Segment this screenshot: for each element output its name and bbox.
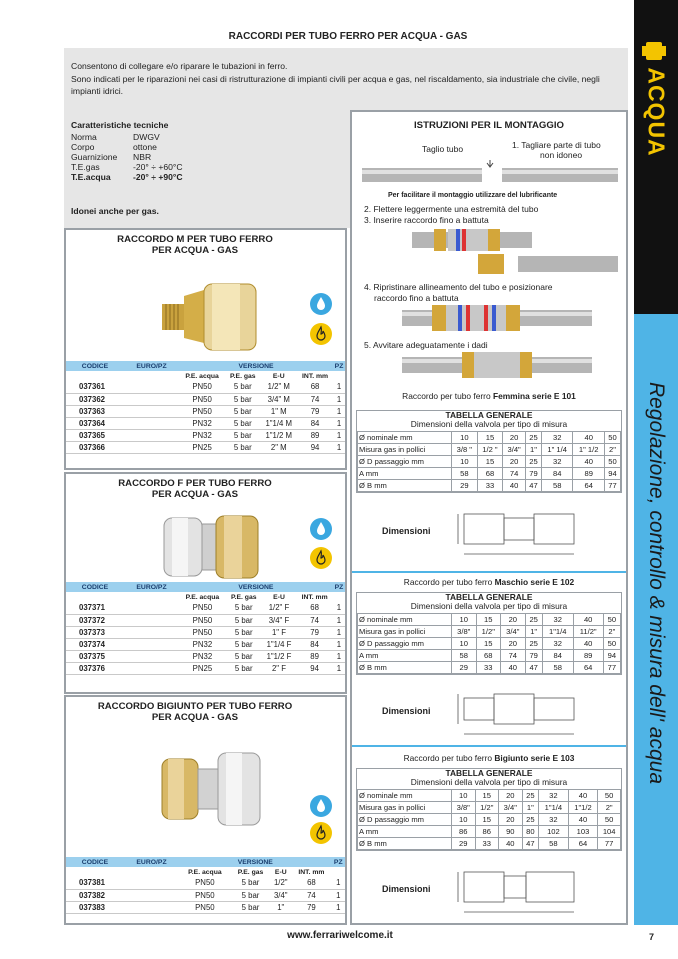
table-row: 037366 PN25 5 bar 2" M 94 1 xyxy=(66,441,345,453)
page-number: 7 xyxy=(649,932,655,942)
product-title xyxy=(70,701,320,723)
step1-pipe-illustration xyxy=(362,160,618,188)
table-row: 037376 PN25 5 bar 2" F 94 1 xyxy=(66,662,345,674)
fitting-male-image xyxy=(156,274,266,362)
product-title xyxy=(70,478,320,500)
table-row: 037361 PN50 5 bar 1/2" M 68 1 xyxy=(66,381,345,393)
general-table: TABELLA GENERALE Dimensioni della valvola per tipo di misura Ø nominale mm 10 15 20 25 32 40 50 Misura gas in pollici 3/8 " 1/2 " 3/4" 1" 1" 1/4 1" 1/2 2" Ø D passaggio mm 10 15 20 25 32 40 50 A mm 58 68 74 79 84 89 94 Ø B mm 29 33 40 47 58 64 77 xyxy=(356,410,622,493)
dimension-drawing-male xyxy=(454,688,594,740)
table-row: 037381 PN50 5 bar 1/2" 68 1 xyxy=(66,877,345,889)
specs-list xyxy=(71,132,183,182)
intro-text xyxy=(71,60,623,98)
col-pe-gas: P.E. gas xyxy=(225,371,260,381)
table-row: 037372 PN50 5 bar 3/4" F 74 1 xyxy=(66,614,345,626)
table-row: 037371 PN50 5 bar 1/2" F 68 1 xyxy=(66,602,345,614)
col-int: INT. mm xyxy=(297,371,333,381)
specs-note: Idonei anche per gas. xyxy=(71,206,159,216)
step4-pipe-illustration xyxy=(402,302,592,336)
category-label: ACQUA xyxy=(643,67,670,157)
general-table-subtitle: Dimensioni della valvola per tipo di misura xyxy=(410,601,568,611)
gas-flame-icon xyxy=(310,323,332,345)
fitting-bigiunto-image xyxy=(156,739,266,839)
general-table-title: TABELLA GENERALE xyxy=(445,410,533,420)
dimensions-label: Dimensioni xyxy=(382,884,431,894)
col-versione: VERSIONE xyxy=(179,361,333,371)
spec-key: Guarnizione xyxy=(71,152,118,162)
spec-value: NBR xyxy=(133,152,152,162)
gas-flame-icon xyxy=(310,822,332,844)
general-table-title: TABELLA GENERALE xyxy=(445,768,533,778)
col-euro: EURO/PZ xyxy=(124,361,179,371)
general-table: TABELLA GENERALE Dimensioni della valvola per tipo di misura Ø nominale mm 10 15 20 25 32 40 50 Misura gas in pollici 3/8" 1/2" 3/4" 1" 1"1/4 1"1/2 2" Ø D passaggio mm 10 15 20 25 32 40 50 A mm 86 86 90 80 102 103 104 Ø B mm 29 33 40 47 58 64 77 xyxy=(356,768,622,851)
dim-caption: Raccordo per tubo ferro Maschio serie E 102 xyxy=(403,577,575,587)
dimensions-label: Dimensioni xyxy=(382,526,431,536)
table-row: 037362 PN50 5 bar 3/4" M 74 1 xyxy=(66,393,345,405)
spec-value: -20° ÷ +60°C xyxy=(133,162,183,172)
dimension-drawing-bigiunto xyxy=(454,864,594,920)
water-icon xyxy=(310,518,332,540)
table-row: 037364 PN32 5 bar 1"1/4 M 84 1 xyxy=(66,417,345,429)
specs-title: Caratteristiche tecniche xyxy=(71,120,169,130)
instructions-panel xyxy=(350,110,628,925)
fitting-female-image xyxy=(156,508,266,586)
col-eu: E-U xyxy=(260,371,297,381)
fitting-category-icon xyxy=(640,38,668,64)
gas-flame-icon xyxy=(310,547,332,569)
table-row: 037373 PN50 5 bar 1" F 79 1 xyxy=(66,626,345,638)
category-sidebar xyxy=(634,0,678,959)
footer-url[interactable]: www.ferrariwelcome.it xyxy=(287,930,393,941)
spec-key: T.E.gas xyxy=(71,162,100,172)
product-table: CODICE EURO/PZ VERSIONE PZ P.E. acqua P.E. gas E-U INT. mm 037381 PN50 5 bar 1/2" 68 1 037382 PN50 5 bar 3/4" 74 1 037383 PN50 5 bar 1" 79 1 xyxy=(66,857,345,914)
product-title-line1: RACCORDO M PER TUBO FERRO xyxy=(117,234,273,245)
lubricant-note: Per facilitare il montaggio utilizzare del lubrificante xyxy=(388,192,558,199)
step-2: 2. Flettere leggermente una estremità del tubo xyxy=(364,204,539,214)
table-row: 037375 PN32 5 bar 1"1/2 F 89 1 xyxy=(66,650,345,662)
product-title-line1: RACCORDO BIGIUNTO PER TUBO FERRO xyxy=(97,701,293,712)
product-card-f xyxy=(64,472,347,694)
step5-pipe-illustration xyxy=(402,350,592,380)
water-icon xyxy=(310,293,332,315)
table-row: 037363 PN50 5 bar 1" M 79 1 xyxy=(66,405,345,417)
product-title-line2: PER ACQUA - GAS xyxy=(151,489,239,500)
spec-value: ottone xyxy=(133,142,157,152)
col-codice: CODICE xyxy=(66,361,124,371)
product-card-m xyxy=(64,228,347,470)
step-1b: non idoneo xyxy=(540,150,583,160)
table-row: 037383 PN50 5 bar 1" 79 1 xyxy=(66,901,345,913)
spec-key: Norma xyxy=(71,132,97,142)
step-4: 4. Ripristinare allineamento del tubo e posizionare xyxy=(364,282,553,292)
instructions-title: ISTRUZIONI PER IL MONTAGGIO xyxy=(414,120,564,131)
step-4b: raccordo fino a battuta xyxy=(374,293,459,303)
spec-key: T.E.acqua xyxy=(71,172,111,182)
col-pz: PZ xyxy=(334,362,344,370)
section-divider xyxy=(352,571,626,573)
general-table-subtitle: Dimensioni della valvola per tipo di misura xyxy=(410,777,568,787)
product-table xyxy=(66,361,345,454)
dimension-drawing-female xyxy=(454,508,594,560)
intro-p2: Sono indicati per le riparazioni nei casi di ristrutturazione di impianti civili per acqua e gas, nel riscaldamento, sia industriale che civile, negli impianti idrici. xyxy=(71,73,600,96)
product-card-bigiunto xyxy=(64,695,347,925)
water-icon xyxy=(310,795,332,817)
table-row: 037365 PN32 5 bar 1"1/2 M 89 1 xyxy=(66,429,345,441)
section-label: Regolazione, controllo & misura dell' acqua xyxy=(645,381,668,785)
taglio-label: Taglio tubo xyxy=(422,144,464,154)
general-table-subtitle: Dimensioni della valvola per tipo di misura xyxy=(410,419,568,429)
product-title xyxy=(70,234,320,256)
section-divider xyxy=(352,745,626,747)
step3-pipe-illustration xyxy=(358,226,620,282)
product-title-line2: PER ACQUA - GAS xyxy=(151,712,239,723)
step-1: 1. Tagliare parte di tubo xyxy=(512,140,601,150)
dimensions-label: Dimensioni xyxy=(382,706,431,716)
general-table-title: TABELLA GENERALE xyxy=(445,592,533,602)
col-pe-acqua: P.E. acqua xyxy=(179,371,225,381)
spec-value: -20° ÷ +90°C xyxy=(133,172,183,182)
general-table: TABELLA GENERALE Dimensioni della valvola per tipo di misura Ø nominale mm 10 15 20 25 32 40 50 Misura gas in pollici 3/8" 1/2" 3/4" 1" 1"1/4 11/2" 2" Ø D passaggio mm 10 15 20 25 32 40 50 A mm 58 68 74 79 84 89 94 Ø B mm 29 33 40 47 58 64 77 xyxy=(356,592,622,675)
step-5: 5. Avvitare adeguatamente i dadi xyxy=(364,340,488,350)
table-row: 037374 PN32 5 bar 1"1/4 F 84 1 xyxy=(66,638,345,650)
dim-caption: Raccordo per tubo ferro Femmina serie E 101 xyxy=(402,391,576,401)
dim-caption: Raccordo per tubo ferro Bigiunto serie E 103 xyxy=(403,753,575,763)
intro-p1: Consentono di collegare e/o riparare le tubazioni in ferro. xyxy=(71,61,288,71)
table-row: 037382 PN50 5 bar 3/4" 74 1 xyxy=(66,889,345,901)
product-table: CODICE EURO/PZ VERSIONE PZ P.E. acqua P.E. gas E-U INT. mm 037371 PN50 5 bar 1/2" F 68 1 037372 PN50 5 bar 3/4" F 74 1 037373 PN50 5 bar 1" F 79 1 037374 PN32 5 bar 1"1/4 F 84 1 037375 PN32 5 bar 1"1/2 F 89 1 037376 PN25 5 bar 2" F 94 1 xyxy=(66,582,345,675)
page-title: RACCORDI PER TUBO FERRO PER ACQUA - GAS xyxy=(228,31,468,42)
product-title-line1: RACCORDO F PER TUBO FERRO xyxy=(118,478,272,489)
step-3: 3. Inserire raccordo fino a battuta xyxy=(364,215,489,225)
product-title-line2: PER ACQUA - GAS xyxy=(151,245,239,256)
spec-key: Corpo xyxy=(71,142,95,152)
spec-value: DWGV xyxy=(133,132,160,142)
